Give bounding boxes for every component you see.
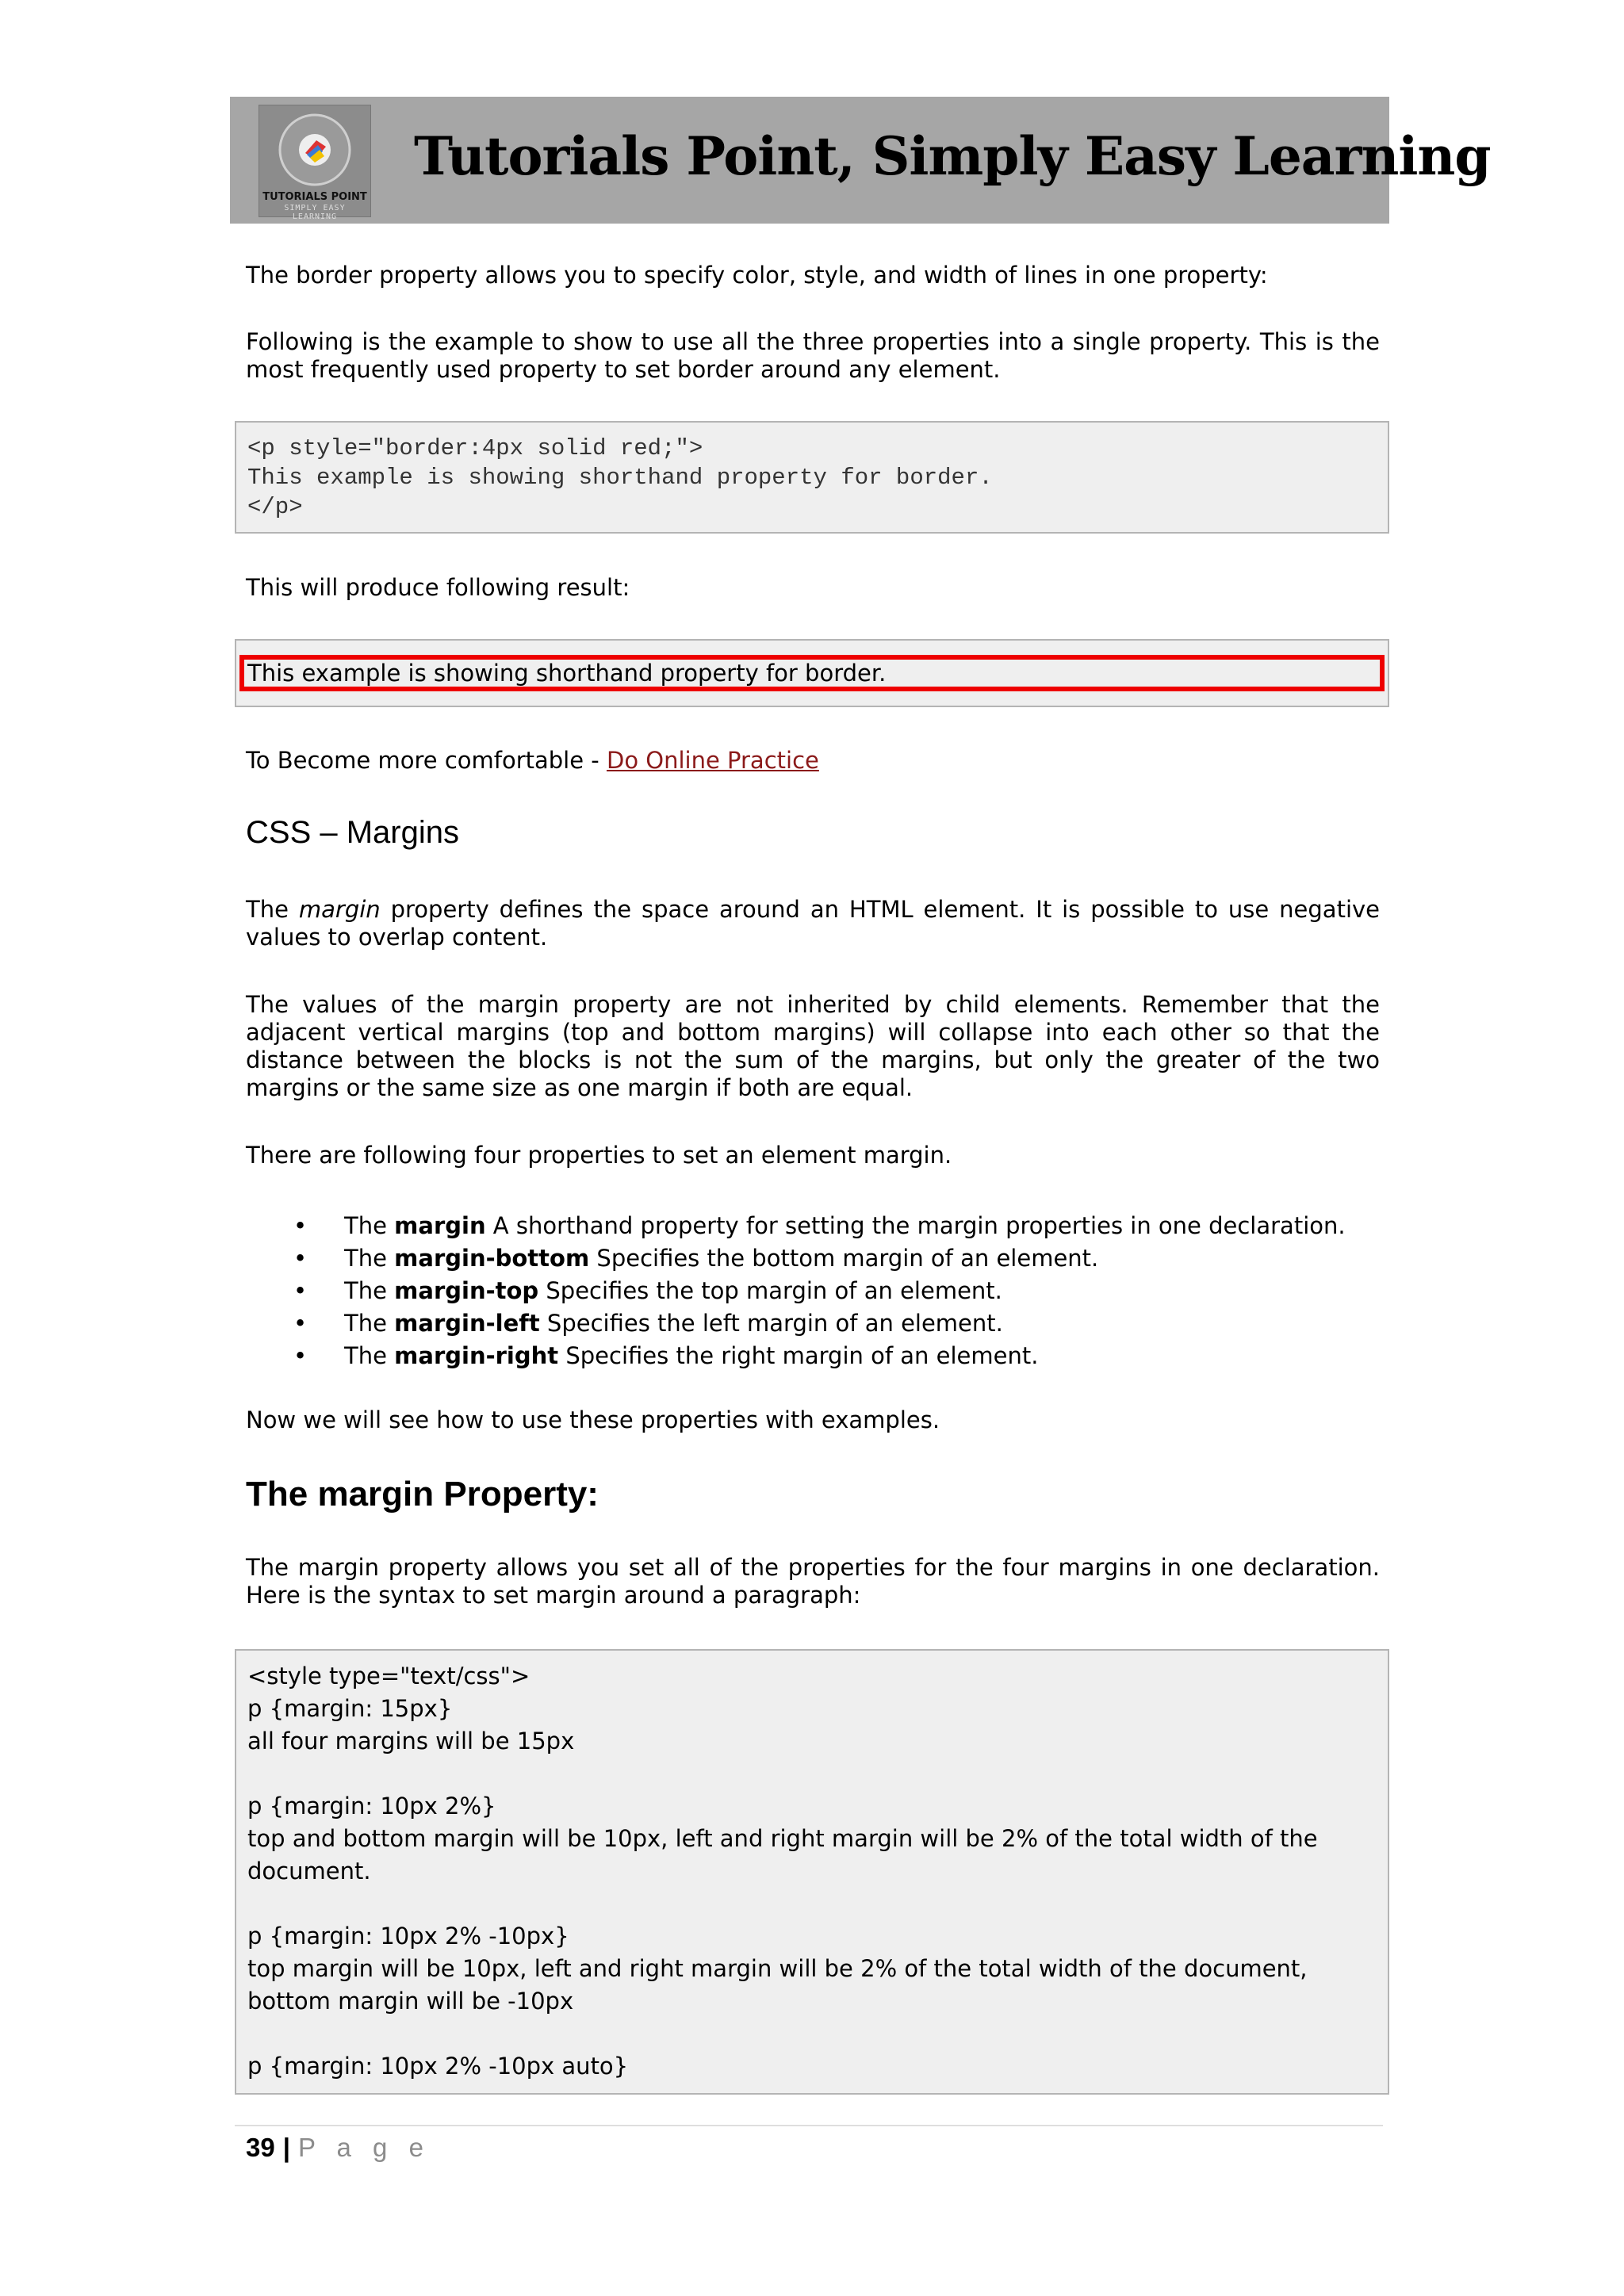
list-item-prefix: The [344, 1277, 395, 1304]
list-item-desc: A shorthand property for setting the margin properties in one declaration. [485, 1212, 1346, 1239]
code-line: top margin will be 10px, left and right margin will be 2% of the total width of the document, bottom margin will be -10px [247, 1955, 1315, 2015]
margin-inheritance-paragraph: The values of the margin property are not inherited by child elements. Remember that the adjacent vertical margins (top and bottom margins) will collapse into each other so that the distance between the blocks is not the sum of the margins, but only the greater of the two margins or the same size as one margin if both are equal. [246, 991, 1380, 1101]
header-title: Tutorials Point, Simply Easy Learning [414, 125, 1491, 187]
code-line: p {margin: 10px 2% -10px auto} [247, 2053, 629, 2080]
list-item-prefix: The [344, 1245, 395, 1272]
list-item [246, 1210, 1388, 1242]
margin-def-rest: property defines the space around an HTML element. It is possible to use negative values to overlap content. [246, 896, 1381, 951]
margin-def-emphasis: margin [298, 896, 381, 923]
practice-line [246, 747, 1380, 775]
list-item-desc: Specifies the bottom margin of an element. [589, 1245, 1099, 1272]
bullet-icon: • [293, 1212, 308, 1239]
footer-separator: | [282, 2133, 290, 2162]
logo-tagline: SIMPLY EASY LEARNING [284, 204, 346, 221]
result-intro: This will produce following result: [246, 574, 630, 601]
margin-properties-intro: There are following four properties to set an element margin. [246, 1142, 952, 1169]
list-item-desc: Specifies the left margin of an element. [539, 1310, 1003, 1337]
list-item [246, 1275, 1388, 1307]
list-item-prefix: The [344, 1212, 395, 1239]
do-online-practice-link[interactable]: Do Online Practice [606, 747, 819, 774]
list-item-prefix: The [344, 1310, 395, 1337]
list-item-term: margin-bottom [394, 1245, 590, 1272]
bullet-icon: • [293, 1245, 308, 1272]
logo-name: TUTORIALS POINT [262, 191, 367, 203]
margin-property-intro: The margin property allows you set all of the properties for the four margins in one declaration. Here is the syntax to set margin around a paragraph: [246, 1554, 1380, 1609]
list-item-prefix: The [344, 1342, 395, 1369]
margin-definition-paragraph [246, 896, 1380, 951]
footer-divider [235, 2125, 1383, 2126]
border-code-block [235, 421, 1389, 534]
list-item-desc: Specifies the right margin of an element. [558, 1342, 1039, 1369]
list-item [246, 1307, 1388, 1340]
result-box [235, 639, 1389, 707]
page-label: P a g e [297, 2133, 431, 2162]
page-header [230, 97, 1491, 224]
code-line: top and bottom margin will be 10px, left and right margin will be 2% of the total width of the document. [247, 1825, 1325, 1885]
list-item [246, 1242, 1388, 1275]
bullet-icon: • [293, 1277, 308, 1304]
examples-intro: Now we will see how to use these properties with examples. [246, 1406, 940, 1433]
list-item-term: margin-top [394, 1277, 539, 1304]
code-line: p {margin: 10px 2% -10px} [247, 1923, 569, 1950]
result-red-border-paragraph: This example is showing shorthand property for border. [239, 655, 1385, 691]
list-item-desc: Specifies the top margin of an element. [538, 1277, 1002, 1304]
page-number: 39 [246, 2133, 275, 2162]
margin-def-start: The [246, 896, 299, 923]
list-item [246, 1340, 1388, 1372]
margin-syntax-code-block [235, 1649, 1389, 2095]
section-heading-css-margins: CSS – Margins [246, 815, 459, 850]
margin-properties-list [246, 1210, 1388, 1372]
border-example-intro: Following is the example to show to use all the three properties into a single property. This is the most frequently used property to set border around any element. [246, 328, 1380, 383]
code-line [247, 1758, 1377, 1790]
code-line: <style type="text/css"> [247, 1663, 530, 1689]
page-footer [246, 2133, 431, 2163]
code-line: p {margin: 15px} [247, 1695, 453, 1722]
code-line [247, 2018, 1377, 2050]
code-line: p {margin: 10px 2%} [247, 1793, 496, 1820]
bullet-icon: • [293, 1342, 308, 1369]
list-item-term: margin-right [394, 1342, 559, 1369]
border-code-text: <p style="border:4px solid red;"> This example is showing shorthand property for border. </p> [247, 435, 993, 520]
tutorialspoint-logo [259, 105, 371, 221]
list-item-term: margin [394, 1212, 486, 1239]
border-intro: The border property allows you to specify color, style, and width of lines in one property: [246, 262, 1268, 289]
code-line [247, 1888, 1377, 1920]
bullet-icon: • [293, 1310, 308, 1337]
code-line: all four margins will be 15px [247, 1728, 575, 1755]
list-item-term: margin-left [394, 1310, 540, 1337]
practice-prefix: To Become more comfortable - [246, 747, 607, 774]
section-heading-margin-property: The margin Property: [246, 1475, 599, 1513]
